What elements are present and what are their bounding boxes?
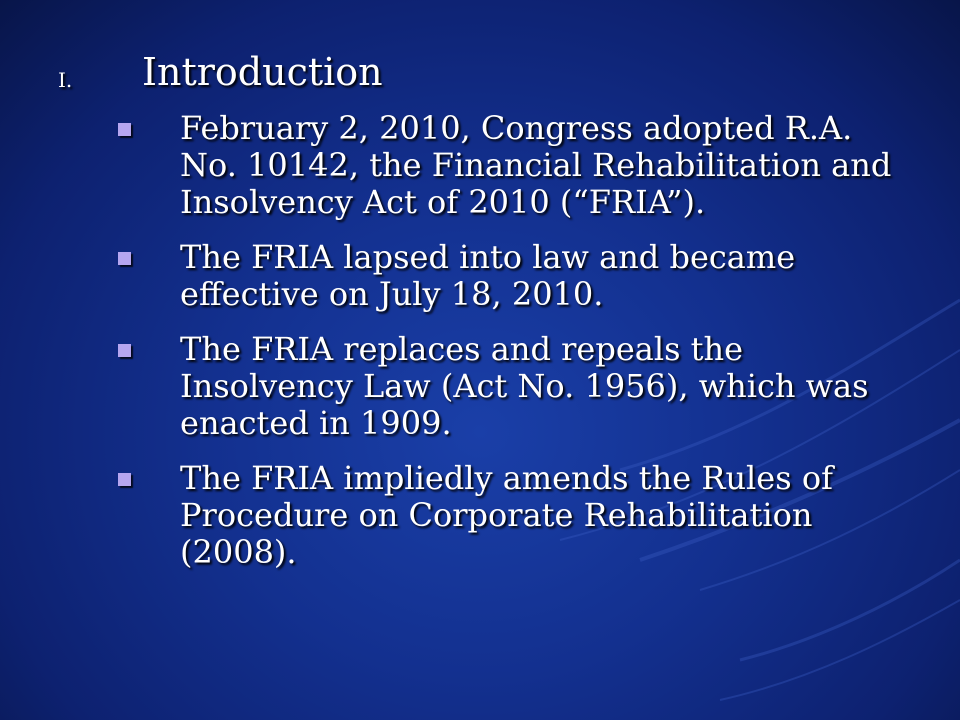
slide-title: Introduction — [142, 50, 383, 94]
bullet-item — [116, 331, 906, 442]
bullet-text: February 2, 2010, Congress adopted R.A. No. 10142, the Financial Rehabilitation and Insolvency Act of 2010 (“FRIA”). — [180, 109, 892, 221]
bullet-list — [116, 110, 906, 589]
heading-number: I. — [58, 68, 73, 92]
bullet-item — [116, 110, 906, 221]
bullet-item — [116, 460, 906, 571]
square-bullet-icon — [118, 344, 131, 357]
bullet-text: The FRIA lapsed into law and became effective on July 18, 2010. — [180, 238, 796, 313]
bullet-text: The FRIA impliedly amends the Rules of Procedure on Corporate Rehabilitation (2008). — [180, 459, 833, 571]
square-bullet-icon — [118, 123, 131, 136]
square-bullet-icon — [118, 252, 131, 265]
bullet-text: The FRIA replaces and repeals the Insolvency Law (Act No. 1956), which was enacted in 1909. — [180, 330, 869, 442]
square-bullet-icon — [118, 473, 131, 486]
bullet-item — [116, 239, 906, 313]
